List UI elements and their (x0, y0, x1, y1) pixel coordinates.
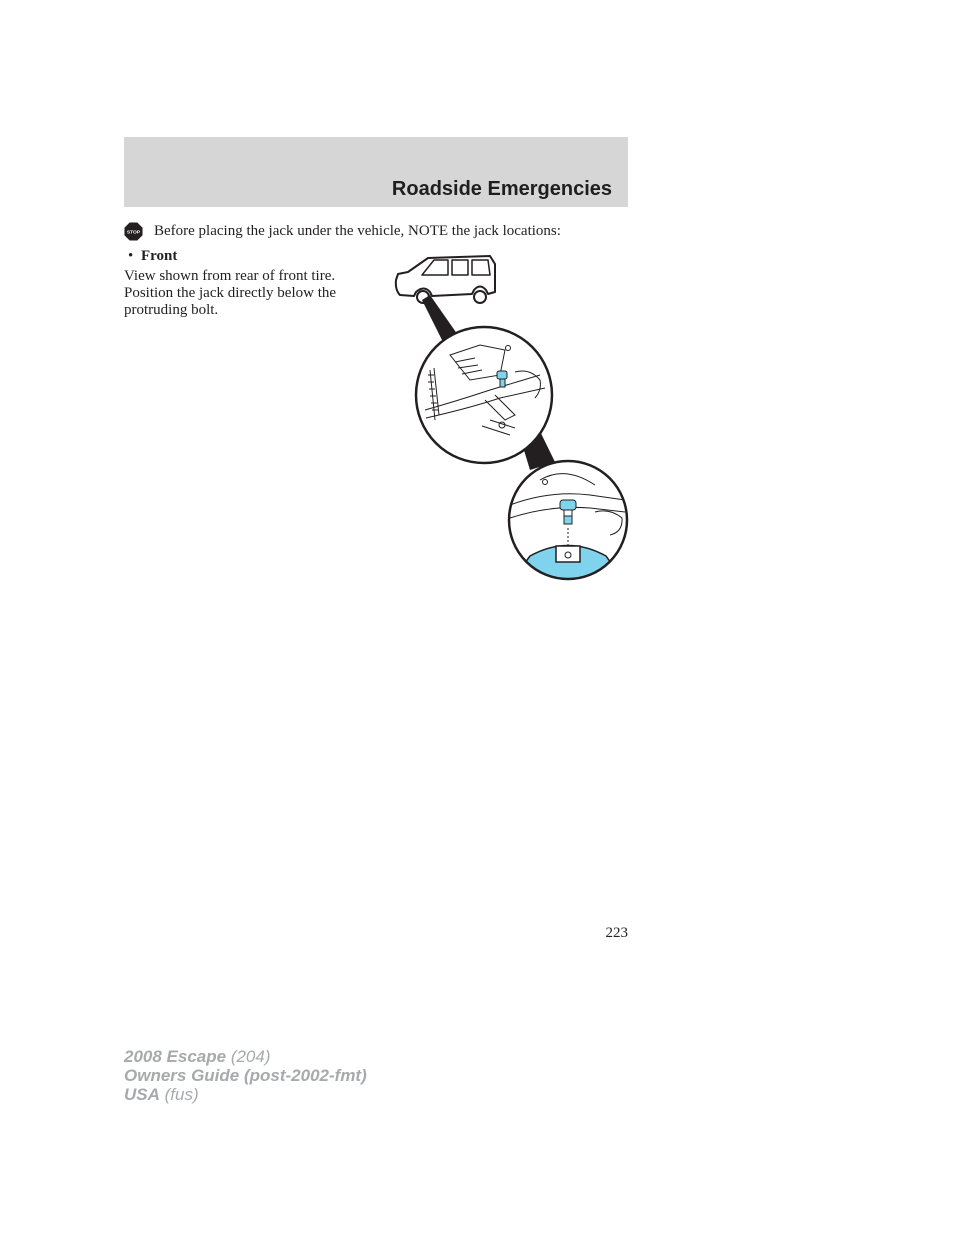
jack-location-figure (390, 250, 635, 585)
stop-notice-text: Before placing the jack under the vehicle, NOTE the jack locations: (154, 223, 561, 239)
vehicle-outline-icon (396, 256, 495, 303)
document-footer (124, 1047, 367, 1104)
front-jack-detail-icon (416, 327, 552, 463)
description-line-3: protruding bolt. (124, 302, 219, 318)
stop-notice (124, 221, 634, 243)
front-jack-description (124, 268, 374, 319)
footer-line-1: 2008 Escape (204) (124, 1047, 271, 1066)
bullet-item-front (124, 246, 177, 266)
stop-icon-label: STOP (126, 230, 141, 236)
stop-icon (124, 222, 143, 241)
description-line-1: View shown from rear of front tire. (124, 268, 336, 284)
bullet-label: Front (141, 248, 178, 264)
footer-line-3: USA (fus) (124, 1085, 199, 1104)
page-number: 223 (605, 925, 628, 941)
bullet-marker: • (128, 248, 134, 264)
section-header-band (124, 137, 628, 207)
jack-bolt-closeup-icon (505, 461, 630, 585)
section-title: Roadside Emergencies (391, 178, 612, 200)
footer-line-2: Owners Guide (post-2002-fmt) (124, 1066, 367, 1085)
description-line-2: Position the jack directly below the (124, 285, 337, 301)
